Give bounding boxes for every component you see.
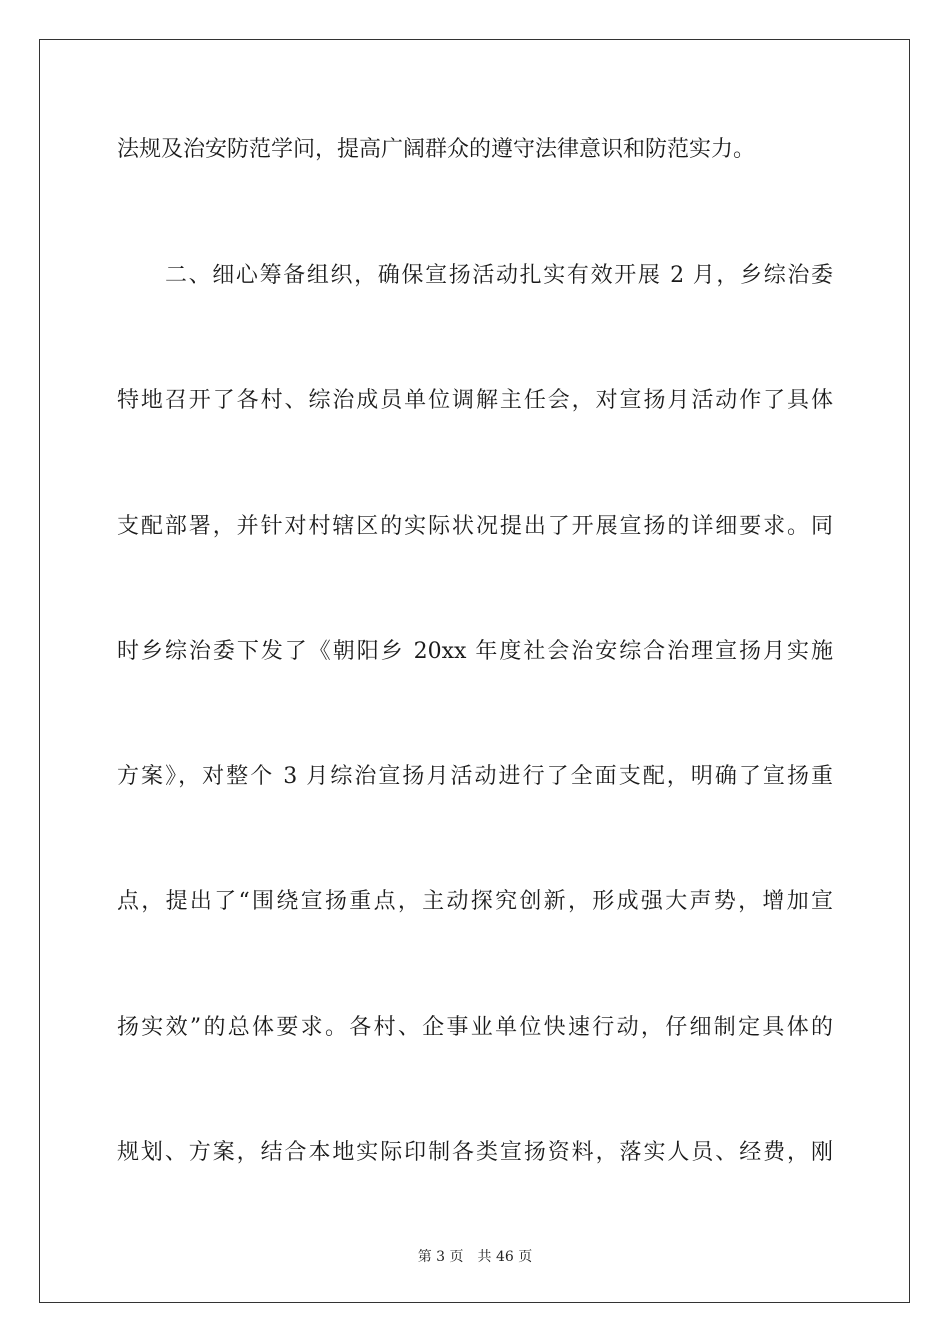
text-line: 特地召开了各村、综治成员单位调解主任会，对宣扬月活动作了具体 (117, 388, 833, 413)
paragraph-heading-line: 二、细心筹备组织，确保宣扬活动扎实有效开展 2 月，乡综治委 (165, 263, 833, 288)
text-line: 支配部署，并针对村辖区的实际状况提出了开展宣扬的详细要求。同 (117, 514, 833, 539)
page-number: 第 3 页 (417, 1249, 464, 1265)
text-line: 点，提出了“围绕宣扬重点，主动探究创新，形成强大声势，增加宣 (117, 889, 833, 914)
total-pages: 共 46 页 (477, 1249, 533, 1265)
page-footer (0, 1246, 950, 1266)
text-line: 时乡综治委下发了《朝阳乡 20xx 年度社会治安综合治理宣扬月实施 (117, 639, 833, 664)
text-line: 规划、方案，结合本地实际印制各类宣扬资料，落实人员、经费，刚 (117, 1140, 833, 1165)
text-line: 法规及治安防范学问，提高广阔群众的遵守法律意识和防范实力。 (117, 137, 756, 162)
text-line: 扬实效”的总体要求。各村、企事业单位快速行动，仔细制定具体的 (117, 1015, 833, 1040)
text-line: 方案》，对整个 3 月综治宣扬月活动进行了全面支配，明确了宣扬重 (117, 764, 833, 789)
